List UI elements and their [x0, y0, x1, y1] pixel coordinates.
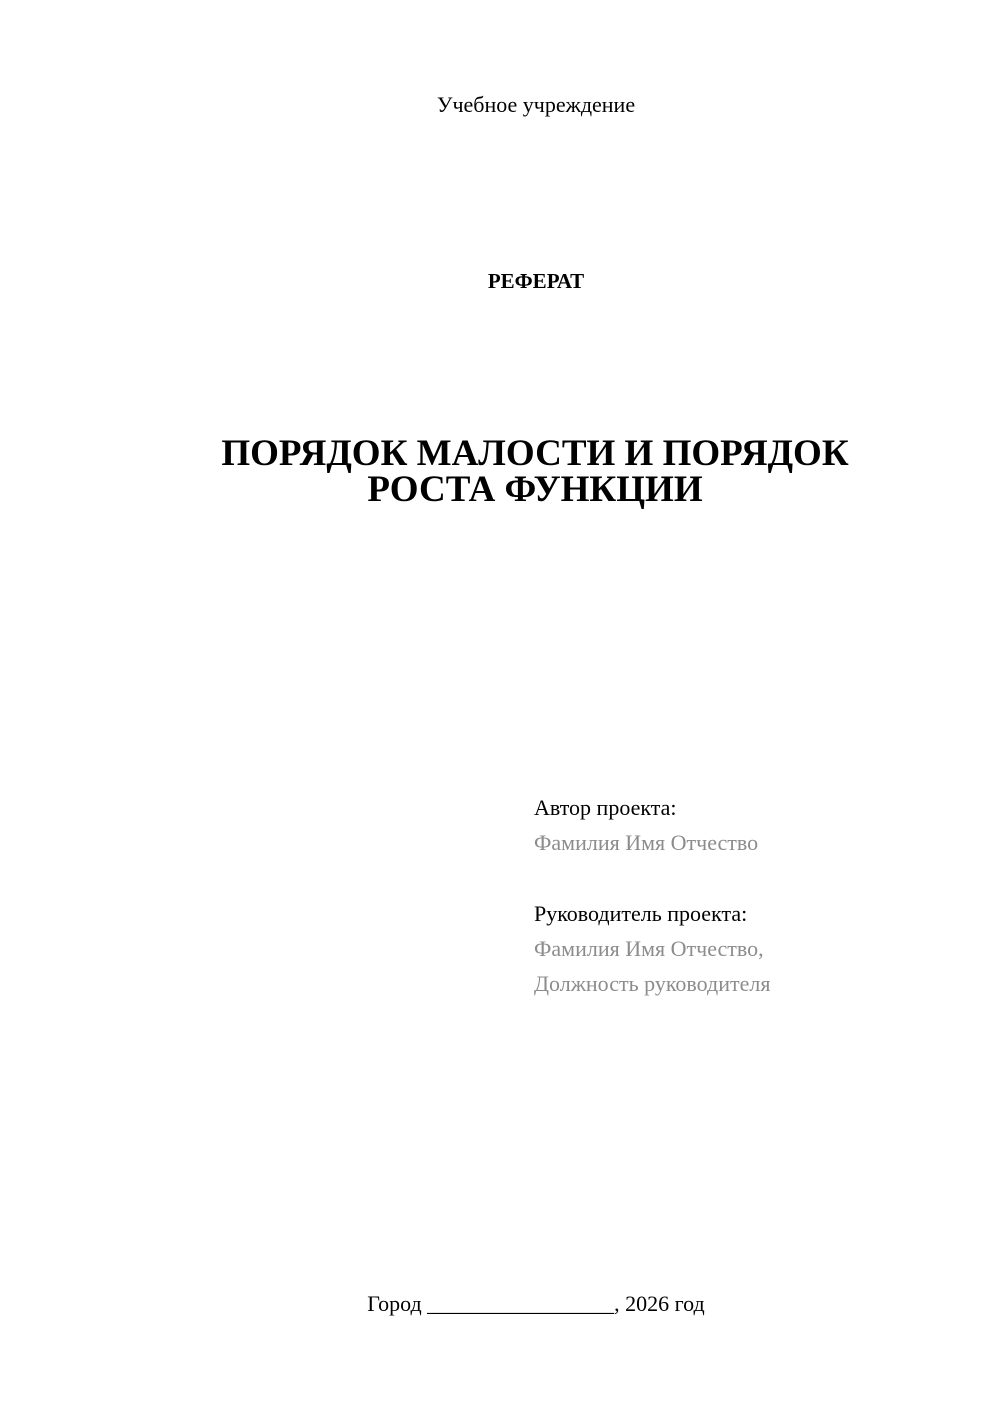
document-title-line-1: ПОРЯДОК МАЛОСТИ И ПОРЯДОК — [221, 433, 849, 474]
year-text: , 2026 год — [614, 1291, 705, 1316]
supervisor-position: Должность руководителя — [534, 971, 771, 996]
spacer — [534, 860, 974, 896]
credits-block — [534, 790, 974, 1001]
author-label: Автор проекта: — [534, 795, 677, 820]
supervisor-name: Фамилия Имя Отчество, — [534, 936, 764, 961]
document-title-line-2: РОСТА ФУНКЦИИ — [367, 469, 703, 510]
institution-name: Учебное учреждение — [436, 92, 636, 117]
city-year-line — [0, 1290, 1000, 1318]
document-title — [150, 433, 920, 510]
author-name: Фамилия Имя Отчество — [534, 830, 759, 855]
city-blank: _________________ — [427, 1291, 615, 1316]
document-type: РЕФЕРАТ — [487, 269, 585, 293]
city-label: Город — [367, 1291, 422, 1316]
supervisor-label: Руководитель проекта: — [534, 901, 748, 926]
